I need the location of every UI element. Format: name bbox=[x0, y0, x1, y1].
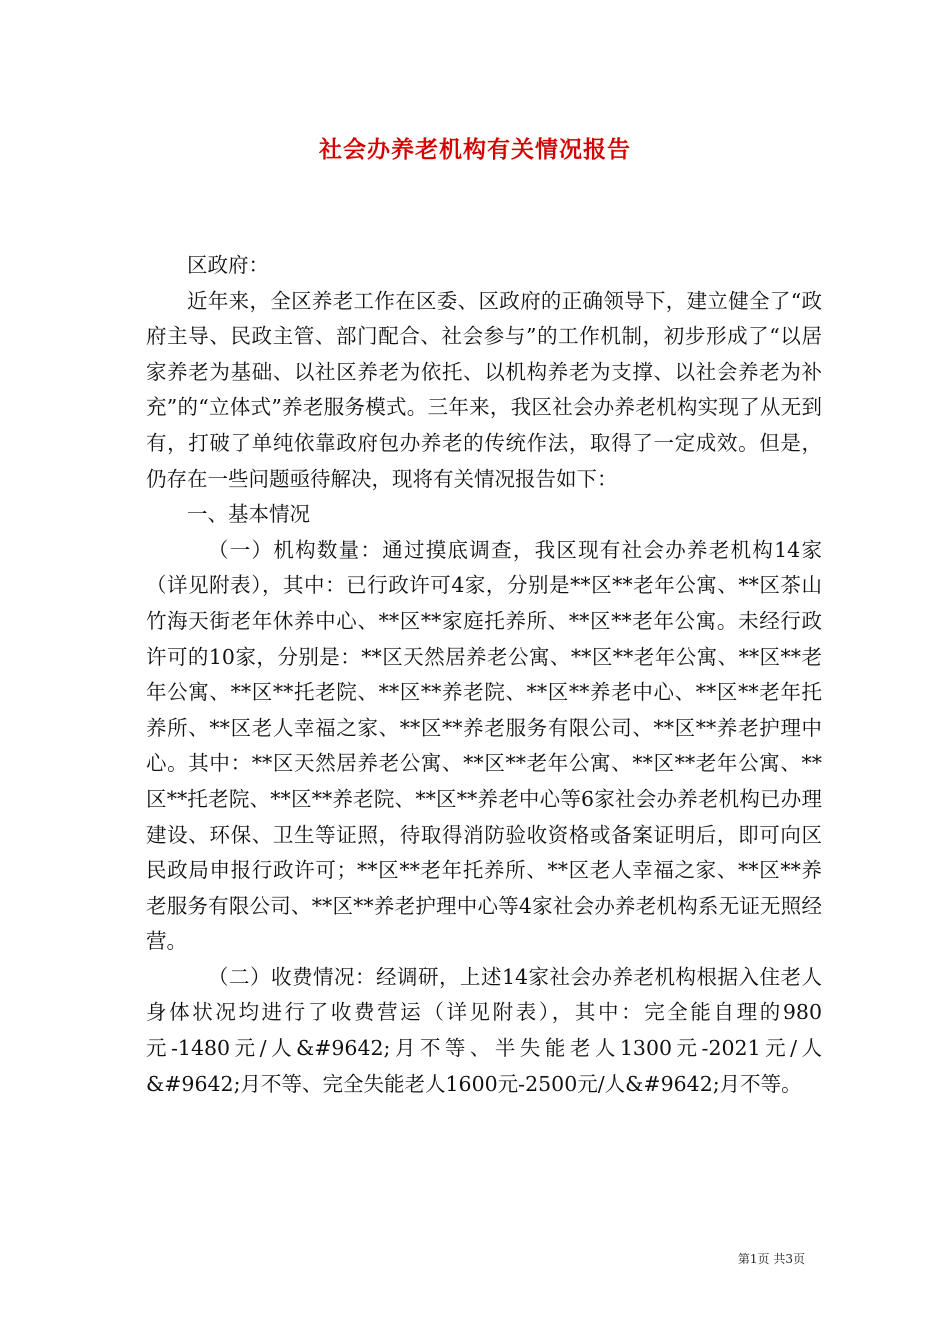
document-body bbox=[146, 248, 822, 1102]
section-heading-basic: 一、基本情况 bbox=[187, 502, 310, 527]
paragraph-intro: 近年来，全区养老工作在区委、区政府的正确领导下，建立健全了“政府主导、民政主管、部门配合、社会参与”的工作机制，初步形成了“以居家养老为基础、以社区养老为依托、以机构养老为支撑、以社会养老为补充”的“立体式”养老服务模式。三年来，我区社会办养老机构实现了从无到有，打破了单纯依靠政府包办养老的传统作法，取得了一定成效。但是，仍存在一些问题亟待解决，现将有关情况报告如下： bbox=[146, 288, 822, 491]
page-number: 第1页 共3页 bbox=[737, 1252, 805, 1266]
paragraph-fees: （二）收费情况：经调研，上述14家社会办养老机构根据入住老人身体状况均进行了收费营运（详见附表），其中：完全能自理的980元-1480元/人&#9642;月不等、半失能老人1300元-2021元/人&#9642;月不等、完全失能老人1600元-2500元/人&#9642;月不等。 bbox=[146, 964, 822, 1096]
document-title: 社会办养老机构有关情况报告 bbox=[319, 136, 631, 163]
paragraph-institution-count: （一）机构数量：通过摸底调查，我区现有社会办养老机构14家（详见附表），其中：已行政许可4家，分别是**区**老年公寓、**区茶山竹海天街老年休养中心、**区**家庭托养所、**区**老年公寓。未经行政许可的10家，分别是：**区天然居养老公寓、**区**老年公寓、**区**老年公寓、**区**托老院、**区**养老院、**区**养老中心、**区**老年托养所、**区老人幸福之家、**区**养老服务有限公司、**区**养老护理中心。其中：**区天然居养老公寓、**区**老年公寓、**区**老年公寓、**区**托老院、**区**养老院、**区**养老中心等6家社会办养老机构已办理建设、环保、卫生等证照，待取得消防验收资格或备案证明后，即可向区民政局申报行政许可；**区**老年托养所、**区老人幸福之家、**区**养老服务有限公司、**区**养老护理中心等4家社会办养老机构系无证无照经营。 bbox=[146, 537, 822, 954]
salutation: 区政府： bbox=[187, 253, 269, 277]
